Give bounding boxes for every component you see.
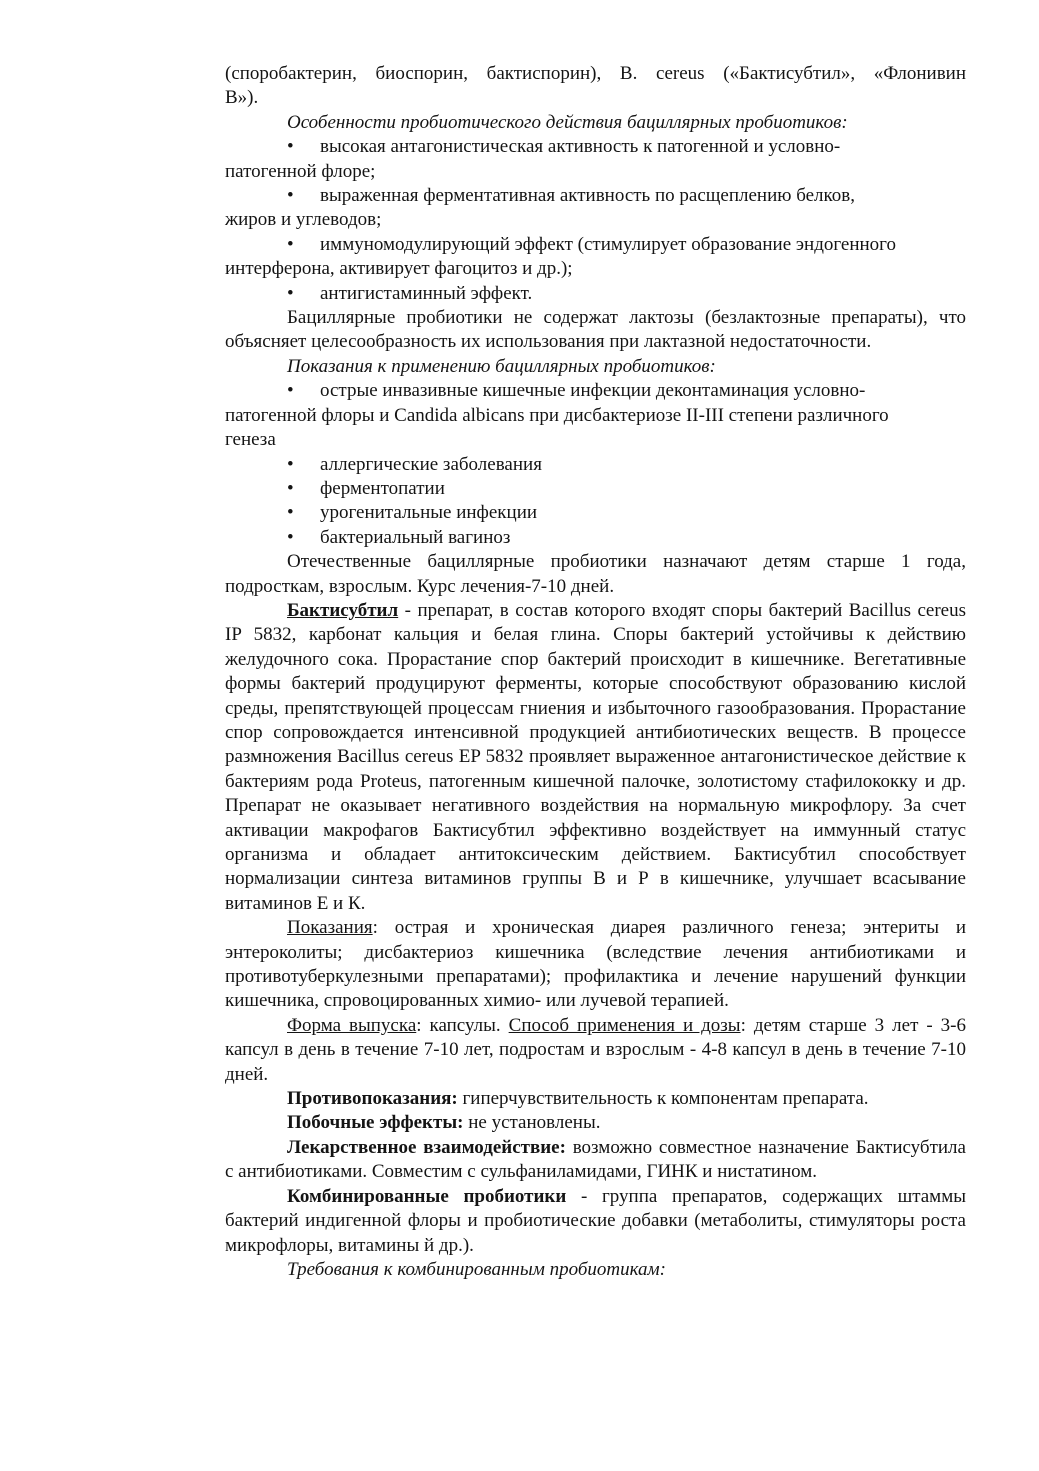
label-indications: Показания [287, 917, 373, 939]
text-line: жиров и углеводов; [225, 209, 382, 231]
bullet-icon: • [287, 526, 294, 548]
text-line: патогенной флоре; [225, 160, 376, 182]
paragraph-interaction: Лекарственное взаимодействие: возможно совместное назначение Бактисубтила с антибиотиками. Совместим с сульфаниламидами, ГИНК и нистатином. [225, 1136, 966, 1183]
list-item: • иммуномодулирующий эффект (стимулирует образование эндогенного [225, 233, 966, 257]
bullet-icon: • [287, 453, 294, 475]
text-line: (споробактерин, биоспорин, бактиспорин), B. cereus («Бактисубтил», «Флонивин [225, 63, 966, 84]
bullet-icon: • [287, 477, 294, 499]
text-line: патогенной флоры и Candida albicans при дисбактериозе II-III степени различного [225, 404, 889, 426]
bullet-icon: • [287, 282, 294, 304]
paragraph-domestic: Отечественные бациллярные пробиотики назначают детям старше 1 года, подросткам, взрослым. Курс лечения-7-10 дней. [225, 551, 966, 597]
bullet-icon: • [287, 233, 294, 255]
bullet-icon: • [287, 185, 294, 207]
paragraph-form-dosage: Форма выпуска: капсулы. Способ применения и дозы: детям старше 3 лет - 3-6 капсул в день в течение 7-10 лет, подростам и взрослым - 4-8 капсул в день в течение 7-10 дней. [225, 1014, 967, 1085]
list-item: • острые инвазивные кишечные инфекции деконтаминация условно- [225, 379, 966, 403]
drug-title: Бактисубтил [287, 599, 399, 621]
label-form: Форма выпуска [287, 1014, 417, 1036]
label-dosage: Способ применения и дозы [508, 1014, 741, 1036]
paragraph-bactisubtil: Бактисубтил - препарат, в состав которого входят споры бактерий Bacillus cereus IP 5832, карбонат кальция и белая глина. Споры бактерий устойчивы к действию желудочного сока. Прорастание спор бактерий происходит в кишечнике. Вегетативные формы бактерий продуцируют ферменты, которые способствуют образованию кислой среды, препятствующей процессам гниения и избыточного газообразования. Прорастание спор сопровождается интенсивной продукцией антибиотических веществ. В процессе размножения Bacillus cereus EP 5832 проявляет выраженное антагонистическое действие к бактериям рода Proteus, патогенным кишечной палочке, золотистому стафилококку и др. Препарат не оказывает негативного воздействия на нормальную микрофлору. За счет активации макрофагов Бактисубтил эффективно воздействует на иммунный статус организма и обладает антитоксическим действием. Бактисубтил способствует нормализации синтеза витаминов группы В и Р в кишечнике, улучшает всасывание витаминов Е и К. [225, 599, 966, 914]
list-item: • аллергические заболевания [225, 453, 966, 477]
paragraph-lactose: Бациллярные пробиотики не содержат лактозы (безлактозные препараты), что объясняет целесообразность их использования при лактазной недостаточности. [225, 307, 966, 353]
document-page [225, 62, 966, 1282]
label-side-effects: Побочные эффекты: [287, 1112, 464, 1134]
text-line: B»). [225, 87, 259, 109]
list-item: • антигистаминный эффект. [225, 282, 966, 306]
text-line: интерферона, активирует фагоцитоз и др.); [225, 258, 573, 280]
text-line: генеза [225, 429, 276, 451]
paragraph-contraindications: Противопоказания: гиперчувствительность к компонентам препарата. [287, 1088, 869, 1110]
list-item: • ферментопатии [225, 477, 966, 501]
paragraph-indications: Показания: острая и хроническая диарея различного генеза; энтериты и энтероколиты; дисбактериоз кишечника (вследствие лечения антибиотиками и противотуберкулезными препаратами); профилактика и лечение нарушений функции кишечника, спровоцированных химио- или лучевой терапией. [225, 917, 966, 1012]
paragraph-combined: Комбинированные пробиотики - группа препаратов, содержащих штаммы бактерий индигенной флоры и пробиотические добавки (метаболиты, стимуляторы роста микрофлоры, витамины й др.). [225, 1185, 966, 1256]
label-contraindications: Противопоказания: [287, 1088, 458, 1110]
bullet-icon: • [287, 380, 294, 402]
list-item: • выраженная ферментативная активность по расщеплению белков, [225, 184, 966, 208]
bullet-icon: • [287, 502, 294, 524]
paragraph-side-effects: Побочные эффекты: не установлены. [287, 1112, 601, 1134]
section-heading-indications: Показания к применению бациллярных пробиотиков: [287, 355, 716, 377]
section-heading-features: Особенности пробиотического действия бациллярных пробиотиков: [287, 111, 848, 133]
bullet-icon: • [287, 136, 294, 158]
label-combined: Комбинированные пробиотики [287, 1185, 567, 1207]
section-heading-requirements: Требования к комбинированным пробиотикам: [287, 1258, 666, 1280]
list-item: • бактериальный вагиноз [225, 526, 966, 550]
list-item: • урогенитальные инфекции [225, 501, 966, 525]
label-interaction: Лекарственное взаимодействие: [287, 1136, 566, 1158]
list-item: • высокая антагонистическая активность к патогенной и условно- [225, 135, 966, 159]
